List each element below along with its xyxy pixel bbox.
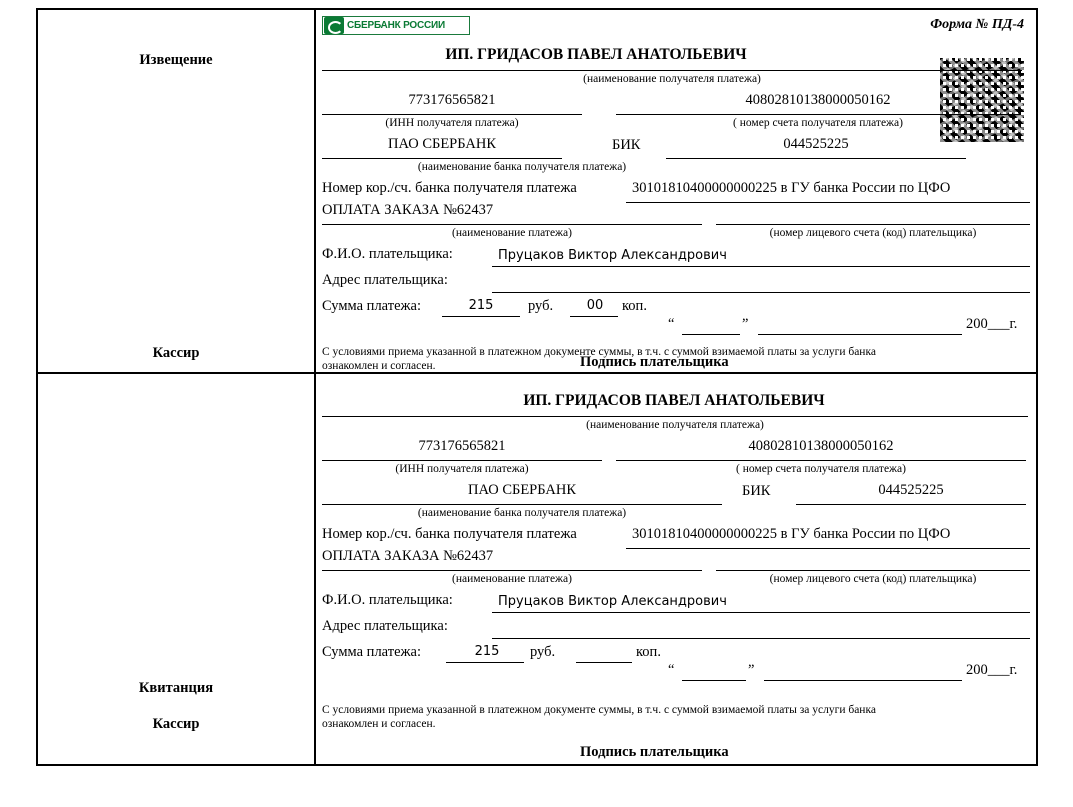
rule-recipient-top <box>322 70 1022 71</box>
caption-personal-account-bottom: (номер лицевого счета (код) плательщика) <box>769 573 977 585</box>
caption-address-bottom: Адрес плательщика: <box>322 618 448 634</box>
rule-sum-kop-top <box>570 316 618 317</box>
label-izveshchenie: Извещение <box>139 52 213 68</box>
account-bottom: 40802810138000050162 <box>748 438 894 454</box>
caption-payment-name-bottom: (наименование платежа) <box>452 573 572 585</box>
rule-bik-bottom <box>796 504 1026 505</box>
form-number: Форма № ПД-4 <box>930 17 1024 32</box>
corr-account-top: 30101810400000000225 в ГУ банка России по ЦФО <box>632 180 951 196</box>
recipient-name-bottom: ИП. ГРИДАСОВ ПАВЕЛ АНАТОЛЬЕВИЧ <box>523 392 825 409</box>
caption-bankname-top: (наименование банка получателя платежа) <box>417 161 627 173</box>
rule-date-day-bottom <box>682 680 746 681</box>
caption-corr-bottom: Номер кор./сч. банка получателя платежа <box>322 526 577 542</box>
caption-inn-bottom: (ИНН получателя платежа) <box>395 463 529 475</box>
label-kassir-bottom: Кассир <box>152 716 200 732</box>
caption-fio-bottom: Ф.И.О. плательщика: <box>322 592 453 608</box>
rule-date-month-bottom <box>764 680 962 681</box>
caption-sum-bottom: Сумма платежа: <box>322 644 421 660</box>
caption-rub-bottom: руб. <box>530 644 556 660</box>
rule-account-bottom <box>616 460 1026 461</box>
caption-account-top: ( номер счета получателя платежа) <box>733 117 903 129</box>
rule-address-top <box>492 292 1030 293</box>
payment-form-pd4 <box>36 8 1038 766</box>
sum-rub-bottom: 215 <box>474 644 500 659</box>
caption-account-bottom: ( номер счета получателя платежа) <box>736 463 906 475</box>
bank-name-bottom: ПАО СБЕРБАНК <box>468 482 576 498</box>
inn-top: 773176565821 <box>408 92 496 108</box>
caption-personal-account-top: (номер лицевого счета (код) плательщика) <box>769 227 977 239</box>
caption-address-top: Адрес плательщика: <box>322 272 448 288</box>
rule-corr-bottom <box>626 548 1030 549</box>
date-year-top: 200___г. <box>966 316 1018 332</box>
caption-kop-bottom: коп. <box>636 644 661 660</box>
receipt-section <box>38 374 1036 764</box>
agreement-line1-bottom: С условиями приема указанной в платежном документе суммы, в т.ч. с суммой взимаемой платы за услуги банка <box>322 704 876 716</box>
rule-fio-bottom <box>492 612 1030 613</box>
label-kassir-top: Кассир <box>152 345 200 361</box>
caption-kop-top: коп. <box>622 298 647 314</box>
receipt-left-column <box>38 374 316 764</box>
inn-bottom: 773176565821 <box>418 438 506 454</box>
caption-sum-top: Сумма платежа: <box>322 298 421 314</box>
notice-left-column <box>38 10 316 372</box>
caption-bik-bottom: БИК <box>742 483 771 499</box>
payer-fio-top: Пруцаков Виктор Александрович <box>498 248 727 263</box>
rule-inn-top <box>322 114 582 115</box>
payer-fio-bottom: Пруцаков Виктор Александрович <box>498 594 727 609</box>
rule-recipient-bottom <box>322 416 1028 417</box>
caption-inn-top: (ИНН получателя платежа) <box>385 117 519 129</box>
caption-bankname-bottom: (наименование банка получателя платежа) <box>417 507 627 519</box>
payment-purpose-top: ОПЛАТА ЗАКАЗА №62437 <box>322 202 494 218</box>
caption-payment-name-top: (наименование платежа) <box>452 227 572 239</box>
rule-bank-bottom <box>322 504 722 505</box>
rule-fio-top <box>492 266 1030 267</box>
rule-date-month-top <box>758 334 962 335</box>
receipt-right-column <box>316 374 1036 764</box>
sberbank-mark-icon <box>324 17 344 34</box>
rule-bik-top <box>666 158 966 159</box>
caption-fio-top: Ф.И.О. плательщика: <box>322 246 453 262</box>
rule-sum-rub-bottom <box>446 662 524 663</box>
date-quote-close-top: ” <box>742 316 749 332</box>
sum-kop-top: 00 <box>586 298 604 313</box>
account-top: 40802810138000050162 <box>745 92 891 108</box>
notice-section <box>38 10 1036 374</box>
rule-personal-account-top <box>716 224 1030 225</box>
rule-purpose-bottom <box>322 570 702 571</box>
rule-sum-kop-bottom <box>576 662 632 663</box>
rule-corr-top <box>626 202 1030 203</box>
date-year-bottom: 200___г. <box>966 662 1018 678</box>
agreement-line1-top: С условиями приема указанной в платежном документе суммы, в т.ч. с суммой взимаемой платы за услуги банка <box>322 346 876 358</box>
rule-inn-bottom <box>322 460 602 461</box>
caption-rub-top: руб. <box>528 298 554 314</box>
caption-recipient-top: (наименование получателя платежа) <box>583 73 761 85</box>
caption-recipient-bottom: (наименование получателя платежа) <box>586 419 764 431</box>
bik-value-bottom: 044525225 <box>878 482 944 498</box>
date-quote-open-top: “ <box>668 316 675 332</box>
sum-rub-top: 215 <box>468 298 494 313</box>
sberbank-logo-text: СБЕРБАНК РОССИИ <box>347 20 446 31</box>
agreement-line2-bottom: ознакомлен и согласен. <box>322 718 436 730</box>
rule-account-top <box>616 114 1020 115</box>
payment-purpose-bottom: ОПЛАТА ЗАКАЗА №62437 <box>322 548 494 564</box>
rule-address-bottom <box>492 638 1030 639</box>
bik-value-top: 044525225 <box>783 136 849 152</box>
date-quote-open-bottom: “ <box>668 662 675 678</box>
date-quote-close-bottom: ” <box>748 662 755 678</box>
signature-label-top: Подпись плательщика <box>580 354 729 370</box>
corr-account-bottom: 30101810400000000225 в ГУ банка России по ЦФО <box>632 526 951 542</box>
caption-bik-top: БИК <box>612 137 641 153</box>
rule-personal-account-bottom <box>716 570 1030 571</box>
rule-purpose-top <box>322 224 702 225</box>
signature-label-bottom: Подпись плательщика <box>580 744 729 760</box>
label-kvitanciya: Квитанция <box>138 680 214 696</box>
rule-date-day-top <box>682 334 740 335</box>
rule-bank-top <box>322 158 562 159</box>
recipient-name-top: ИП. ГРИДАСОВ ПАВЕЛ АНАТОЛЬЕВИЧ <box>445 46 747 63</box>
agreement-line2-top: ознакомлен и согласен. <box>322 360 436 372</box>
notice-right-column <box>316 10 1036 372</box>
rule-sum-rub-top <box>442 316 520 317</box>
caption-corr-top: Номер кор./сч. банка получателя платежа <box>322 180 577 196</box>
sberbank-logo <box>322 16 470 35</box>
bank-name-top: ПАО СБЕРБАНК <box>388 136 496 152</box>
